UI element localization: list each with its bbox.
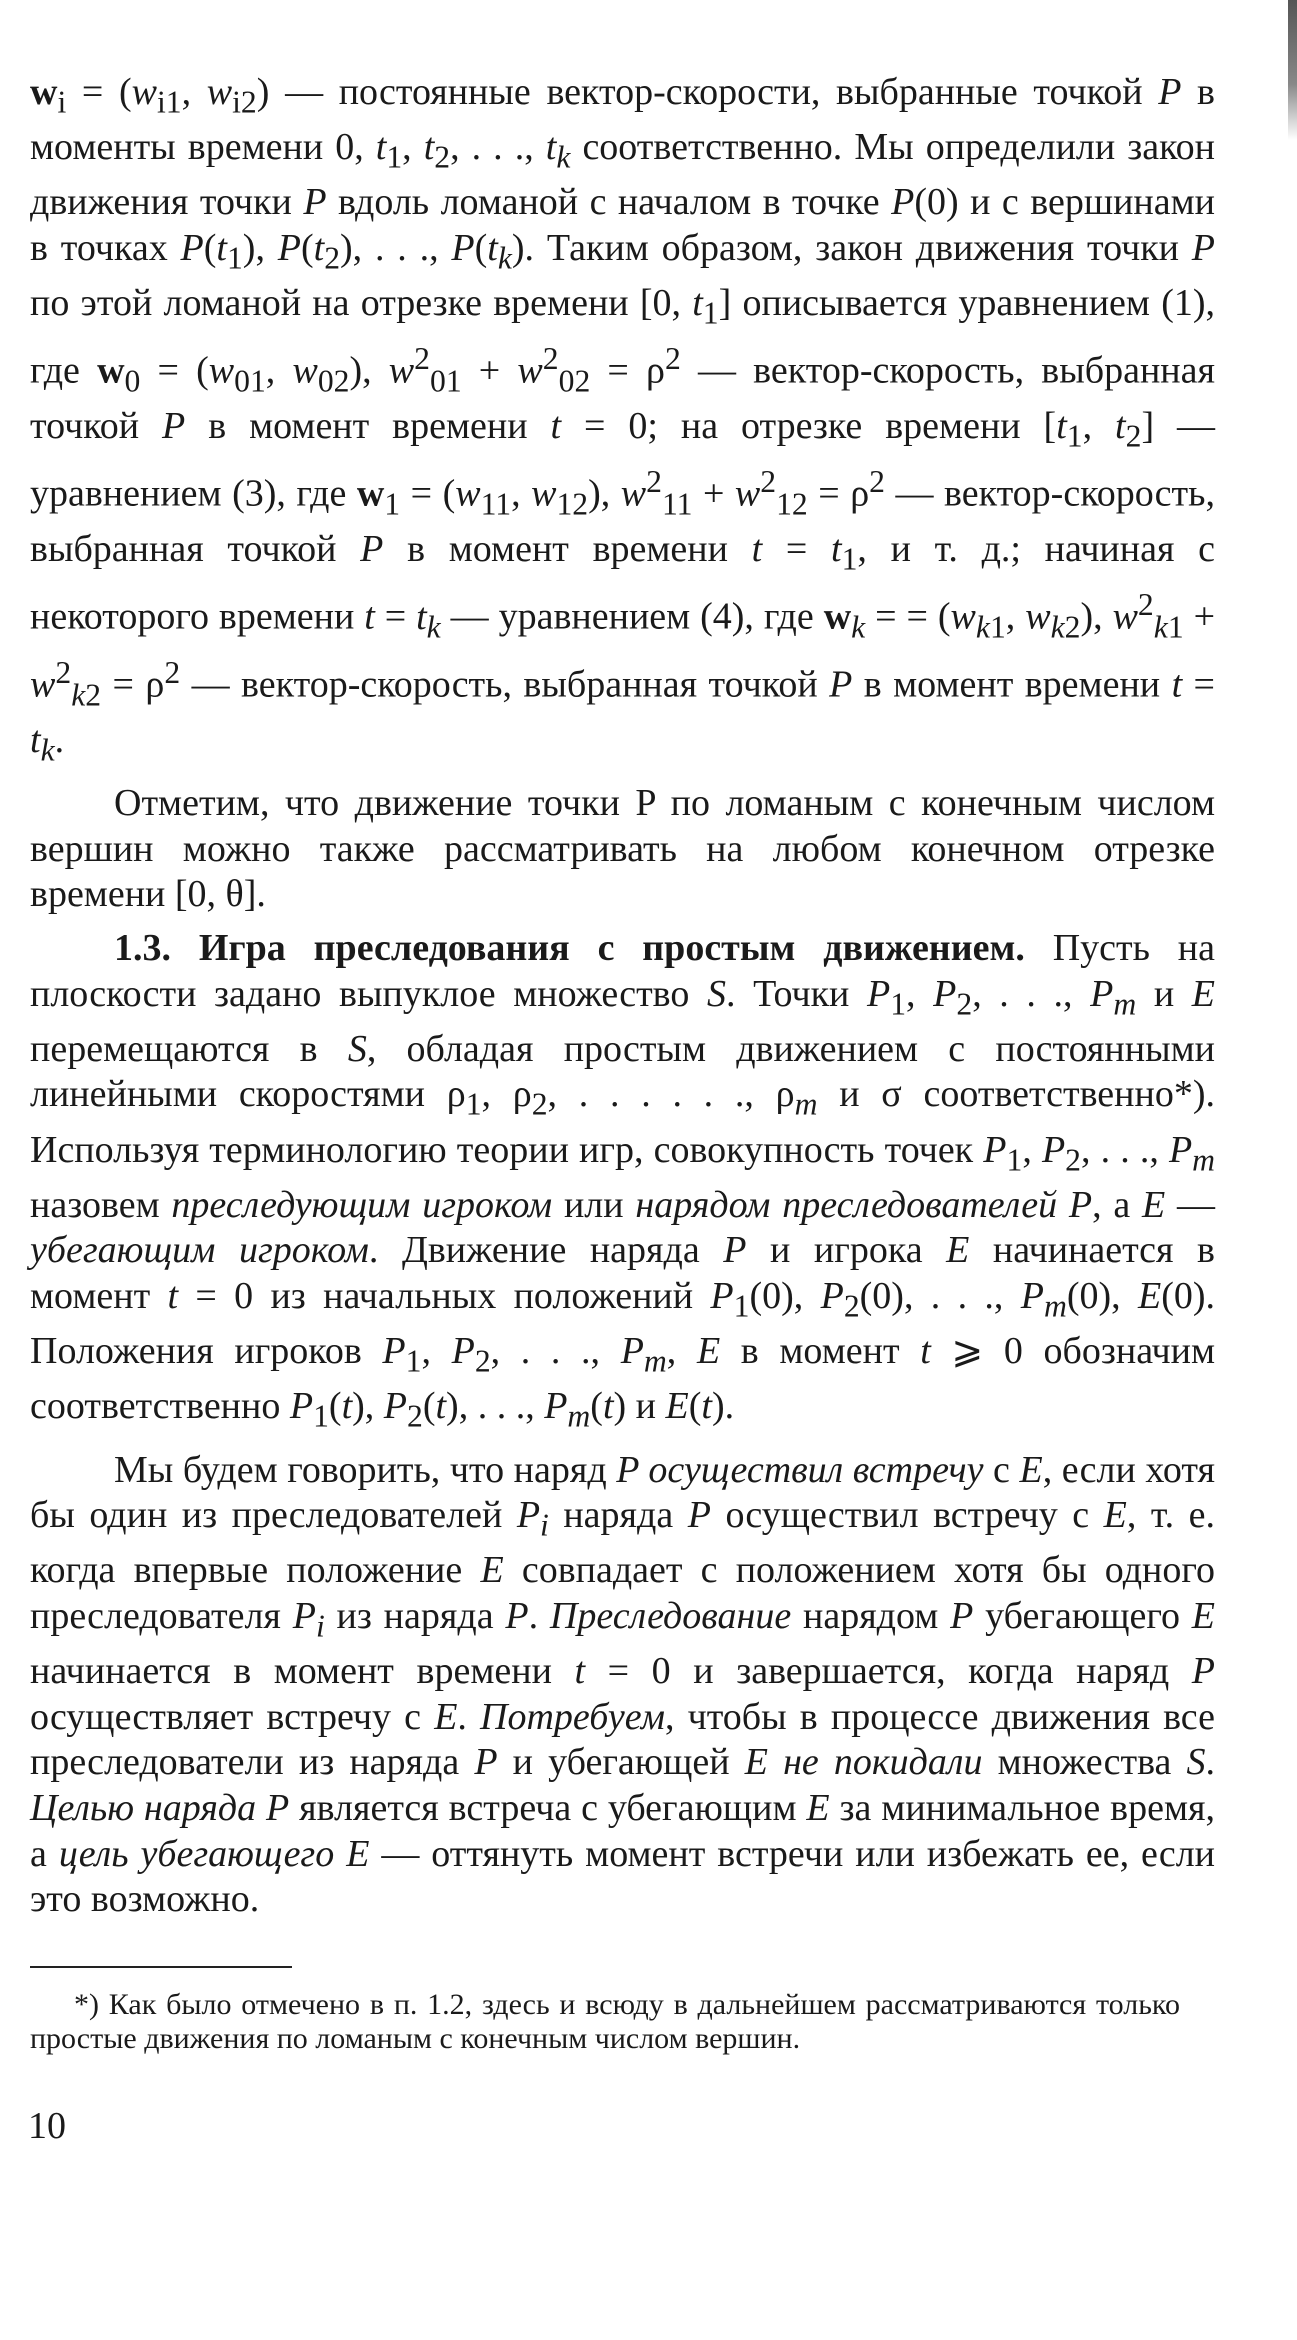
section-number: 1.3. [114, 927, 171, 970]
paragraph-remark: Отметим, что движение точки P по ломаным с конечным числом вершин можно также рассматривать на любом конечном отрезке времени [0, θ]. [30, 782, 1215, 916]
footnote [30, 1988, 1180, 2056]
paragraph-continuation: $w_i = (w_{i1}$, $w_{i2}$) — постоянные вектор-скорости, выбранные точкой P в моменты времени 0, $t_1$, $t_2$, . . ., $t_k$ соответственно. Мы определили закон движения точки P вдоль ломаной с началом в точке P(0) и с вершинами в точках $P(t_1)$, $P(t_2)$, . . ., $P(t_k)$. Таким образом, закон движения точки P по этой ломаной на отрезке времени [0, $t_1$] описывается уравнением (1), где $w_0 = (w_{01}$, $w_{02}$), $w^2_{01} + w^2_{02} = \rho^2$ — вектор-скорость, выбранная точкой P в момент времени t = 0; на отрезке времени [$t_1$, $t_2$] — уравнением (3), где $w_1 = (w_{11}$, $w_{12}$), $w^2_{11} + w^2_{12} = \rho^2$ — вектор-скорость, выбранная точкой P в момент времени $t = t_1$, и т. д.; начиная с некоторого времени $t = t_k$ — уравнением (4), где $w_k$ = = ($w_{k1}$, $w_{k2}$), $w^2_{k1} + w^2_{k2} = \rho^2$ — вектор-скорость, выбранная точкой P в момент времени $t = t_k$. [30, 71, 1216, 768]
page-number: 10 [28, 2105, 66, 2147]
section-paragraph: 1.3. Игра преследования с простым движением. Пусть на плоскости задано выпуклое множество S. Точки $P_1$, $P_2$, . . ., $P_m$ и E перемещаются в S, обладая простым движением с постоянными линейными скоростями $\rho_1$, $\rho_2$, . . . . . ., $\rho_m$ и σ соответственно*). Используя терминологию теории игр, совокупность точек $P_1$, $P_2$, . . ., $P_m$ назовем преследующим игроком или нарядом преследователей P, а E — убегающим игроком. Движение наряда P и игрока E начинается в момент t = 0 из начальных положений $P_1(0)$, $P_2(0)$, . . ., $P_m(0)$, E(0). Положения игроков $P_1$, $P_2$, . . ., $P_m$, E в момент t ⩾ 0 обозначим соответственно $P_1(t)$, $P_2(t)$, . . ., $P_m(t)$ и E(t). [30, 927, 1216, 1434]
footnote-text: *) Как было отмечено в п. 1.2, здесь и всюду в дальнейшем рассматриваются только простые движения по ломаным с конечным числом вершин. [30, 1988, 1180, 2055]
main-text [30, 70, 1215, 1923]
page-edge-mark [1288, 0, 1297, 140]
footnote-rule [30, 1966, 292, 1968]
section-title: Игра преследования с простым движением. [198, 927, 1025, 970]
paragraph-definition: Мы будем говорить, что наряд P осуществил встречу с E, если хотя бы один из преследователей $P_i$ наряда P осуществил встречу с E, т. е. когда впервые положение E совпадает с положением хотя бы одного преследователя $P_i$ из наряда P. Преследование нарядом P убегающего E начинается в момент времени t = 0 и завершается, когда наряд P осуществляет встречу с E. Потребуем, чтобы в процессе движения все преследователи из наряда P и убегающей E не покидали множества S. Целью наряда P является встреча с убегающим E за минимальное время, а цель убегающего E — оттянуть момент встречи или избежать ее, если это возможно. [30, 1448, 1216, 1921]
